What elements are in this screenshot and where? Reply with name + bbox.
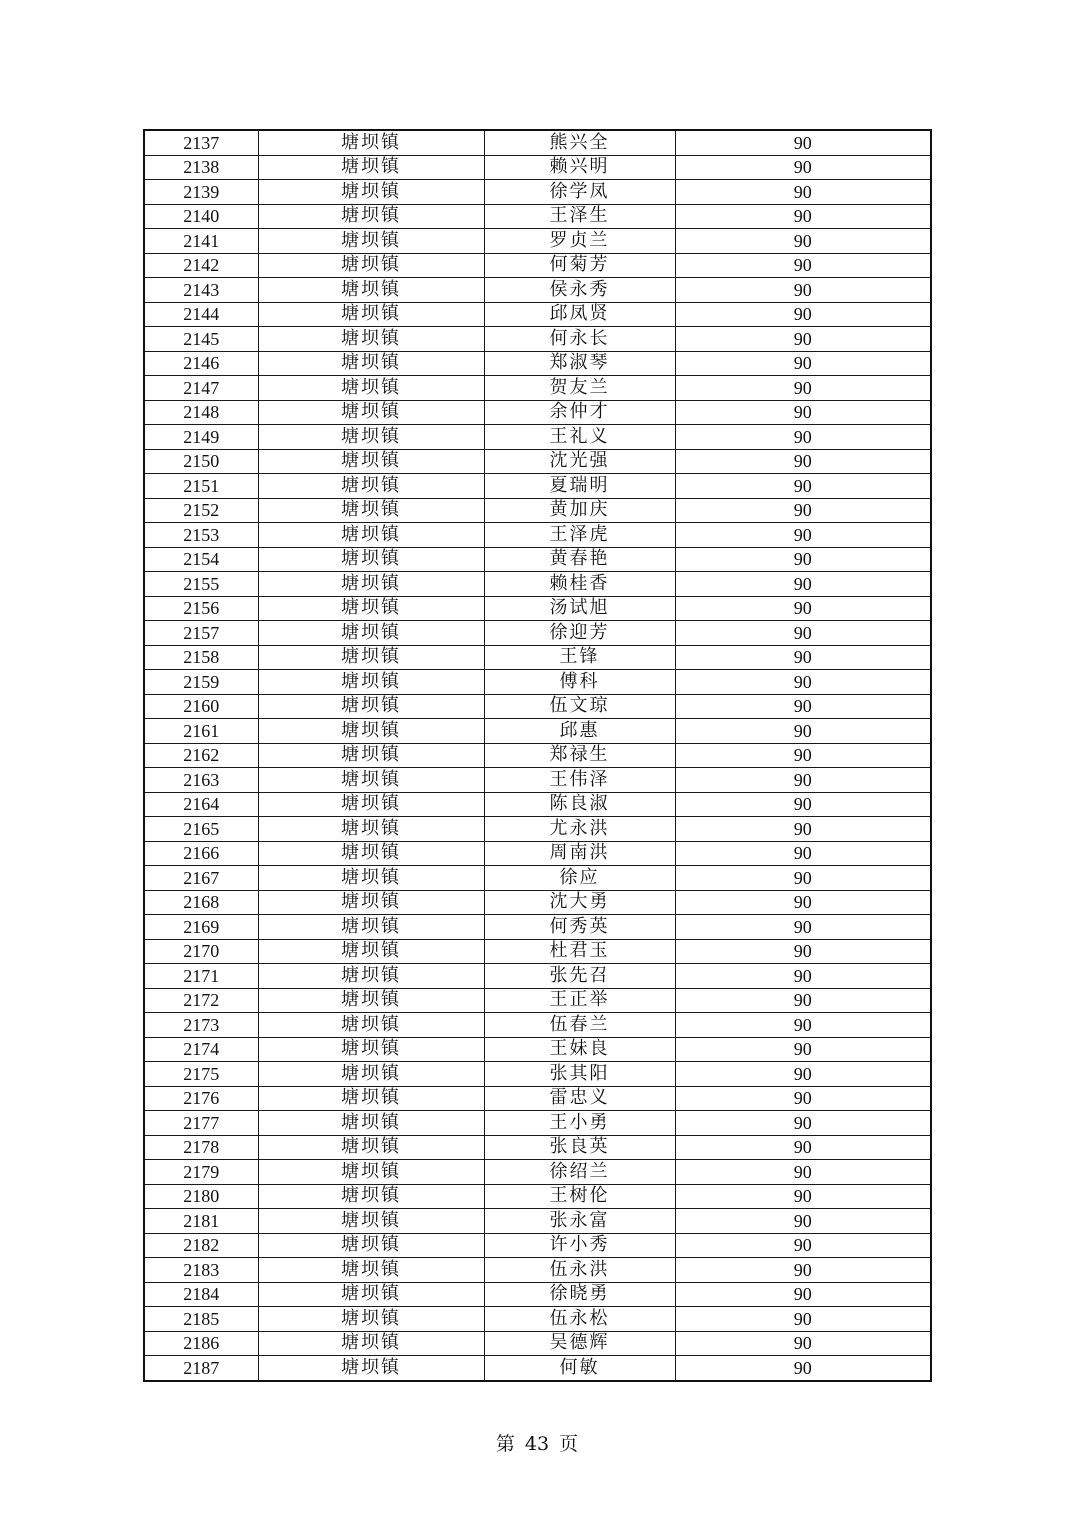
person-name-cell: 何敏	[484, 1356, 675, 1381]
table-row	[144, 645, 931, 670]
table-row	[144, 596, 931, 621]
table-row	[144, 204, 931, 229]
town-cell: 塘坝镇	[258, 1307, 484, 1332]
row-number-cell: 2145	[144, 327, 258, 352]
table-row	[144, 278, 931, 303]
town-cell: 塘坝镇	[258, 572, 484, 597]
row-number-cell: 2178	[144, 1135, 258, 1160]
town-cell: 塘坝镇	[258, 180, 484, 205]
row-number-cell: 2142	[144, 253, 258, 278]
score-cell: 90	[675, 890, 931, 915]
score-cell: 90	[675, 572, 931, 597]
town-cell: 塘坝镇	[258, 1258, 484, 1283]
row-number-cell: 2179	[144, 1160, 258, 1185]
person-name-cell: 郑禄生	[484, 743, 675, 768]
row-number-cell: 2149	[144, 425, 258, 450]
score-cell: 90	[675, 988, 931, 1013]
row-number-cell: 2161	[144, 719, 258, 744]
person-name-cell: 王小勇	[484, 1111, 675, 1136]
row-number-cell: 2172	[144, 988, 258, 1013]
score-cell: 90	[675, 792, 931, 817]
person-name-cell: 沈光强	[484, 449, 675, 474]
score-cell: 90	[675, 645, 931, 670]
town-cell: 塘坝镇	[258, 1160, 484, 1185]
person-name-cell: 黄加庆	[484, 498, 675, 523]
row-number-cell: 2144	[144, 302, 258, 327]
table-row	[144, 1013, 931, 1038]
score-cell: 90	[675, 719, 931, 744]
table-row	[144, 253, 931, 278]
table-row	[144, 1135, 931, 1160]
score-cell: 90	[675, 915, 931, 940]
town-cell: 塘坝镇	[258, 449, 484, 474]
score-cell: 90	[675, 351, 931, 376]
town-cell: 塘坝镇	[258, 939, 484, 964]
row-number-cell: 2153	[144, 523, 258, 548]
person-name-cell: 徐迎芳	[484, 621, 675, 646]
person-name-cell: 沈大勇	[484, 890, 675, 915]
person-name-cell: 张良英	[484, 1135, 675, 1160]
table-row	[144, 866, 931, 891]
score-cell: 90	[675, 841, 931, 866]
score-cell: 90	[675, 1062, 931, 1087]
town-cell: 塘坝镇	[258, 523, 484, 548]
town-cell: 塘坝镇	[258, 1086, 484, 1111]
town-cell: 塘坝镇	[258, 130, 484, 155]
table-row	[144, 1282, 931, 1307]
score-cell: 90	[675, 1282, 931, 1307]
row-number-cell: 2137	[144, 130, 258, 155]
row-number-cell: 2163	[144, 768, 258, 793]
table-row	[144, 572, 931, 597]
person-name-cell: 张其阳	[484, 1062, 675, 1087]
row-number-cell: 2187	[144, 1356, 258, 1381]
town-cell: 塘坝镇	[258, 670, 484, 695]
person-name-cell: 余仲才	[484, 400, 675, 425]
person-name-cell: 汤试旭	[484, 596, 675, 621]
table-row	[144, 155, 931, 180]
row-number-cell: 2168	[144, 890, 258, 915]
row-number-cell: 2143	[144, 278, 258, 303]
table-row	[144, 792, 931, 817]
row-number-cell: 2158	[144, 645, 258, 670]
score-cell: 90	[675, 278, 931, 303]
person-name-cell: 伍文琼	[484, 694, 675, 719]
score-cell: 90	[675, 1209, 931, 1234]
score-cell: 90	[675, 694, 931, 719]
score-cell: 90	[675, 547, 931, 572]
town-cell: 塘坝镇	[258, 645, 484, 670]
table-row	[144, 400, 931, 425]
row-number-cell: 2175	[144, 1062, 258, 1087]
row-number-cell: 2156	[144, 596, 258, 621]
table-row	[144, 1037, 931, 1062]
town-cell: 塘坝镇	[258, 621, 484, 646]
town-cell: 塘坝镇	[258, 302, 484, 327]
table-row	[144, 229, 931, 254]
row-number-cell: 2138	[144, 155, 258, 180]
score-cell: 90	[675, 155, 931, 180]
table-row	[144, 743, 931, 768]
person-name-cell: 徐应	[484, 866, 675, 891]
town-cell: 塘坝镇	[258, 841, 484, 866]
page-footer-suffix: 页	[559, 1433, 579, 1455]
table-row	[144, 817, 931, 842]
town-cell: 塘坝镇	[258, 1331, 484, 1356]
score-cell: 90	[675, 596, 931, 621]
score-cell: 90	[675, 621, 931, 646]
person-name-cell: 许小秀	[484, 1233, 675, 1258]
table-row	[144, 376, 931, 401]
score-cell: 90	[675, 768, 931, 793]
person-name-cell: 伍永松	[484, 1307, 675, 1332]
person-name-cell: 王伟泽	[484, 768, 675, 793]
roster-table	[143, 129, 932, 1382]
row-number-cell: 2148	[144, 400, 258, 425]
table-row	[144, 523, 931, 548]
score-cell: 90	[675, 229, 931, 254]
score-cell: 90	[675, 1258, 931, 1283]
table-row	[144, 1111, 931, 1136]
score-cell: 90	[675, 939, 931, 964]
person-name-cell: 徐学凤	[484, 180, 675, 205]
person-name-cell: 王礼义	[484, 425, 675, 450]
person-name-cell: 张永富	[484, 1209, 675, 1234]
table-row	[144, 768, 931, 793]
town-cell: 塘坝镇	[258, 400, 484, 425]
town-cell: 塘坝镇	[258, 1233, 484, 1258]
row-number-cell: 2164	[144, 792, 258, 817]
row-number-cell: 2157	[144, 621, 258, 646]
roster-table-body	[144, 130, 931, 1381]
row-number-cell: 2169	[144, 915, 258, 940]
row-number-cell: 2182	[144, 1233, 258, 1258]
table-row	[144, 547, 931, 572]
town-cell: 塘坝镇	[258, 498, 484, 523]
row-number-cell: 2173	[144, 1013, 258, 1038]
town-cell: 塘坝镇	[258, 1135, 484, 1160]
score-cell: 90	[675, 376, 931, 401]
score-cell: 90	[675, 253, 931, 278]
row-number-cell: 2139	[144, 180, 258, 205]
table-row	[144, 180, 931, 205]
table-row	[144, 988, 931, 1013]
table-row	[144, 841, 931, 866]
town-cell: 塘坝镇	[258, 964, 484, 989]
town-cell: 塘坝镇	[258, 792, 484, 817]
person-name-cell: 王妹良	[484, 1037, 675, 1062]
score-cell: 90	[675, 327, 931, 352]
score-cell: 90	[675, 1013, 931, 1038]
row-number-cell: 2180	[144, 1184, 258, 1209]
town-cell: 塘坝镇	[258, 1356, 484, 1381]
person-name-cell: 赖桂香	[484, 572, 675, 597]
score-cell: 90	[675, 302, 931, 327]
table-row	[144, 1331, 931, 1356]
town-cell: 塘坝镇	[258, 425, 484, 450]
score-cell: 90	[675, 204, 931, 229]
town-cell: 塘坝镇	[258, 278, 484, 303]
row-number-cell: 2167	[144, 866, 258, 891]
town-cell: 塘坝镇	[258, 890, 484, 915]
row-number-cell: 2140	[144, 204, 258, 229]
row-number-cell: 2165	[144, 817, 258, 842]
row-number-cell: 2181	[144, 1209, 258, 1234]
person-name-cell: 邱凤贤	[484, 302, 675, 327]
person-name-cell: 王锋	[484, 645, 675, 670]
score-cell: 90	[675, 425, 931, 450]
table-row	[144, 694, 931, 719]
row-number-cell: 2146	[144, 351, 258, 376]
score-cell: 90	[675, 817, 931, 842]
table-row	[144, 449, 931, 474]
score-cell: 90	[675, 1356, 931, 1381]
row-number-cell: 2159	[144, 670, 258, 695]
row-number-cell: 2166	[144, 841, 258, 866]
person-name-cell: 伍永洪	[484, 1258, 675, 1283]
score-cell: 90	[675, 1307, 931, 1332]
town-cell: 塘坝镇	[258, 915, 484, 940]
score-cell: 90	[675, 180, 931, 205]
row-number-cell: 2147	[144, 376, 258, 401]
town-cell: 塘坝镇	[258, 1184, 484, 1209]
row-number-cell: 2177	[144, 1111, 258, 1136]
table-row	[144, 964, 931, 989]
person-name-cell: 徐绍兰	[484, 1160, 675, 1185]
row-number-cell: 2170	[144, 939, 258, 964]
score-cell: 90	[675, 743, 931, 768]
town-cell: 塘坝镇	[258, 229, 484, 254]
row-number-cell: 2155	[144, 572, 258, 597]
person-name-cell: 熊兴全	[484, 130, 675, 155]
town-cell: 塘坝镇	[258, 866, 484, 891]
row-number-cell: 2162	[144, 743, 258, 768]
person-name-cell: 周南洪	[484, 841, 675, 866]
table-row	[144, 621, 931, 646]
town-cell: 塘坝镇	[258, 743, 484, 768]
table-row	[144, 670, 931, 695]
score-cell: 90	[675, 400, 931, 425]
table-row	[144, 425, 931, 450]
row-number-cell: 2152	[144, 498, 258, 523]
table-row	[144, 1086, 931, 1111]
town-cell: 塘坝镇	[258, 1062, 484, 1087]
person-name-cell: 王正举	[484, 988, 675, 1013]
town-cell: 塘坝镇	[258, 1209, 484, 1234]
person-name-cell: 傅科	[484, 670, 675, 695]
town-cell: 塘坝镇	[258, 988, 484, 1013]
table-row	[144, 130, 931, 155]
table-row	[144, 1233, 931, 1258]
person-name-cell: 罗贞兰	[484, 229, 675, 254]
row-number-cell: 2183	[144, 1258, 258, 1283]
person-name-cell: 何永长	[484, 327, 675, 352]
score-cell: 90	[675, 523, 931, 548]
town-cell: 塘坝镇	[258, 474, 484, 499]
score-cell: 90	[675, 1160, 931, 1185]
row-number-cell: 2150	[144, 449, 258, 474]
score-cell: 90	[675, 1135, 931, 1160]
page-footer	[0, 1429, 1074, 1456]
score-cell: 90	[675, 474, 931, 499]
table-row	[144, 351, 931, 376]
row-number-cell: 2184	[144, 1282, 258, 1307]
page-footer-prefix: 第	[495, 1433, 515, 1455]
page-number: 43	[524, 1433, 550, 1455]
score-cell: 90	[675, 1111, 931, 1136]
town-cell: 塘坝镇	[258, 817, 484, 842]
row-number-cell: 2151	[144, 474, 258, 499]
town-cell: 塘坝镇	[258, 253, 484, 278]
table-row	[144, 1062, 931, 1087]
row-number-cell: 2174	[144, 1037, 258, 1062]
town-cell: 塘坝镇	[258, 719, 484, 744]
score-cell: 90	[675, 964, 931, 989]
person-name-cell: 徐晓勇	[484, 1282, 675, 1307]
table-row	[144, 302, 931, 327]
table-row	[144, 1160, 931, 1185]
person-name-cell: 王树伦	[484, 1184, 675, 1209]
person-name-cell: 雷忠义	[484, 1086, 675, 1111]
town-cell: 塘坝镇	[258, 351, 484, 376]
table-row	[144, 1307, 931, 1332]
town-cell: 塘坝镇	[258, 155, 484, 180]
town-cell: 塘坝镇	[258, 596, 484, 621]
table-row	[144, 1209, 931, 1234]
score-cell: 90	[675, 498, 931, 523]
score-cell: 90	[675, 1184, 931, 1209]
score-cell: 90	[675, 866, 931, 891]
person-name-cell: 尤永洪	[484, 817, 675, 842]
row-number-cell: 2160	[144, 694, 258, 719]
town-cell: 塘坝镇	[258, 327, 484, 352]
table-row	[144, 474, 931, 499]
row-number-cell: 2154	[144, 547, 258, 572]
person-name-cell: 赖兴明	[484, 155, 675, 180]
row-number-cell: 2185	[144, 1307, 258, 1332]
person-name-cell: 贺友兰	[484, 376, 675, 401]
score-cell: 90	[675, 1233, 931, 1258]
table-row	[144, 890, 931, 915]
person-name-cell: 张先召	[484, 964, 675, 989]
person-name-cell: 杜君玉	[484, 939, 675, 964]
town-cell: 塘坝镇	[258, 204, 484, 229]
score-cell: 90	[675, 1331, 931, 1356]
row-number-cell: 2171	[144, 964, 258, 989]
table-row	[144, 915, 931, 940]
person-name-cell: 郑淑琴	[484, 351, 675, 376]
town-cell: 塘坝镇	[258, 1013, 484, 1038]
town-cell: 塘坝镇	[258, 547, 484, 572]
person-name-cell: 吴德辉	[484, 1331, 675, 1356]
person-name-cell: 邱惠	[484, 719, 675, 744]
score-cell: 90	[675, 449, 931, 474]
table-row	[144, 498, 931, 523]
person-name-cell: 伍春兰	[484, 1013, 675, 1038]
person-name-cell: 陈良淑	[484, 792, 675, 817]
score-cell: 90	[675, 670, 931, 695]
town-cell: 塘坝镇	[258, 1111, 484, 1136]
town-cell: 塘坝镇	[258, 376, 484, 401]
table-row	[144, 939, 931, 964]
table-row	[144, 719, 931, 744]
person-name-cell: 王泽生	[484, 204, 675, 229]
person-name-cell: 何秀英	[484, 915, 675, 940]
row-number-cell: 2186	[144, 1331, 258, 1356]
person-name-cell: 王泽虎	[484, 523, 675, 548]
table-row	[144, 327, 931, 352]
table-row	[144, 1356, 931, 1381]
row-number-cell: 2176	[144, 1086, 258, 1111]
score-cell: 90	[675, 1086, 931, 1111]
table-row	[144, 1258, 931, 1283]
town-cell: 塘坝镇	[258, 1282, 484, 1307]
person-name-cell: 夏瑞明	[484, 474, 675, 499]
table-row	[144, 1184, 931, 1209]
score-cell: 90	[675, 130, 931, 155]
town-cell: 塘坝镇	[258, 768, 484, 793]
score-cell: 90	[675, 1037, 931, 1062]
town-cell: 塘坝镇	[258, 1037, 484, 1062]
row-number-cell: 2141	[144, 229, 258, 254]
person-name-cell: 何菊芳	[484, 253, 675, 278]
person-name-cell: 侯永秀	[484, 278, 675, 303]
person-name-cell: 黄春艳	[484, 547, 675, 572]
town-cell: 塘坝镇	[258, 694, 484, 719]
